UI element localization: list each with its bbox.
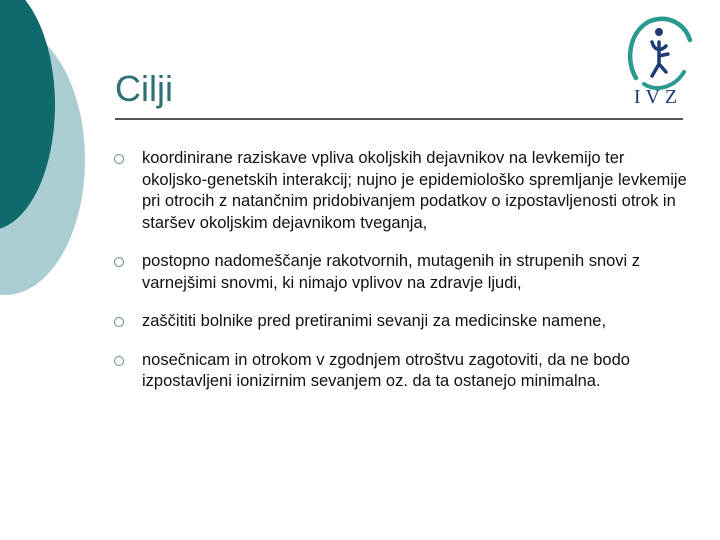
bullet-marker-icon xyxy=(114,317,124,327)
title-divider xyxy=(115,118,683,120)
decorative-circles xyxy=(0,0,110,300)
slide-title: Cilji xyxy=(115,68,173,109)
bullet-text: nosečnicam in otrokom v zgodnjem otroštvu zagotoviti, da ne bodo izpostavljeni ionizirnim sevanjem oz. da ta ostanejo minimalna. xyxy=(142,350,630,390)
list-item xyxy=(112,148,687,234)
bullet-text: postopno nadomeščanje rakotvornih, mutagenih in strupenih snovi z varnejšimi snovmi, ki nimajo vplivov na zdravje ljudi, xyxy=(142,252,641,292)
bullet-marker-icon xyxy=(114,356,124,366)
bullet-text: koordinirane raziskave vpliva okoljskih dejavnikov na levkemijo ter okoljsko-genetskih interakcij; nujno je epidemiološko spremljanje levkemije pri otrocih z natančnim pridobivanjem podatkov o izpostavljenosti otrok in staršev okoljskim dejavnikom tveganja, xyxy=(142,149,687,232)
bullet-text: zaščititi bolnike pred pretiranimi sevanji za medicinske namene, xyxy=(142,312,607,330)
logo-text: IVZ xyxy=(633,86,683,108)
bullet-list xyxy=(112,148,687,410)
bullet-marker-icon xyxy=(114,257,124,267)
list-item xyxy=(112,311,687,333)
bullet-marker-icon xyxy=(114,154,124,164)
list-item xyxy=(112,350,687,393)
list-item xyxy=(112,251,687,294)
